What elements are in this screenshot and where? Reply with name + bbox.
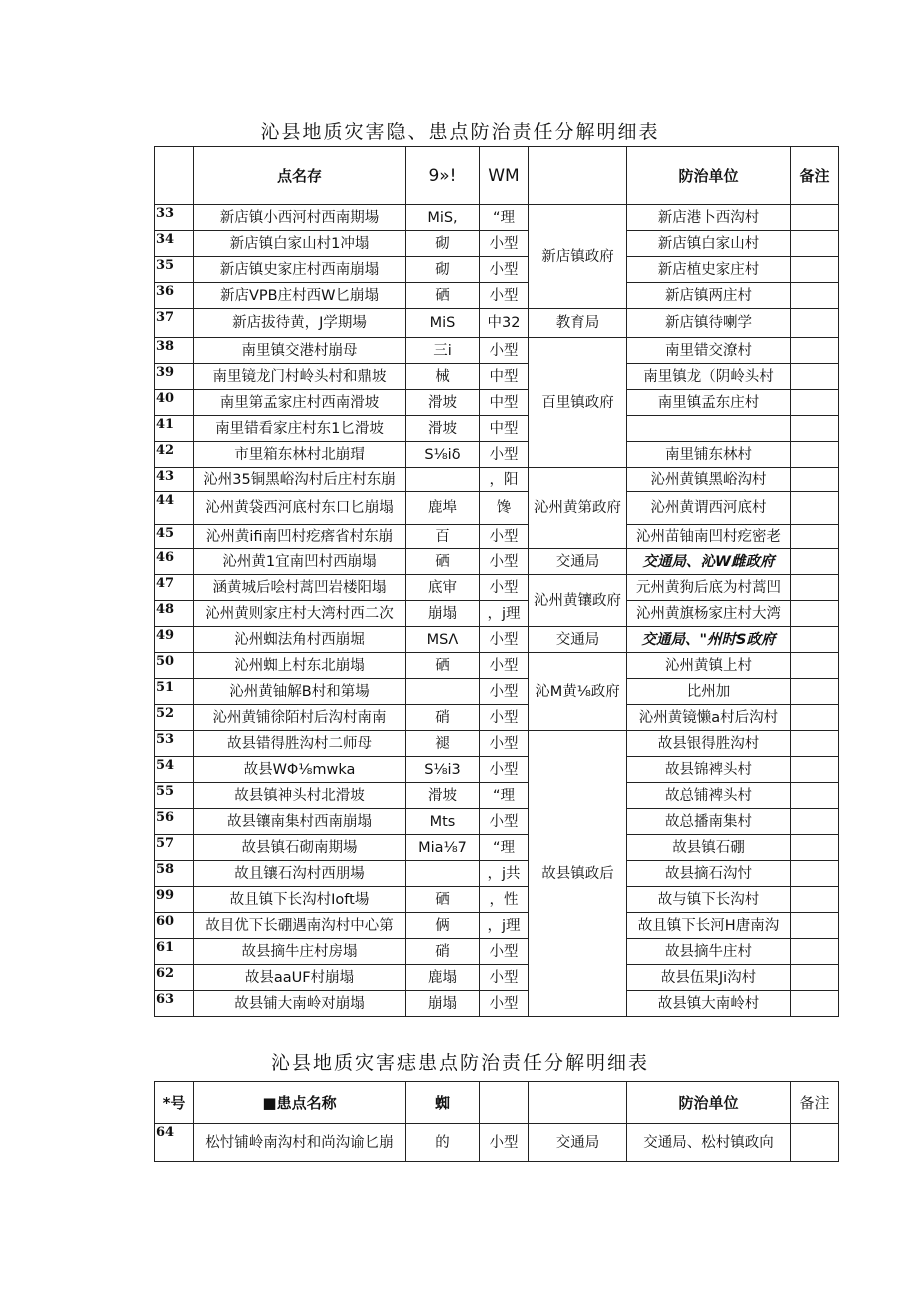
hazard-type: 俩 [406, 913, 480, 939]
hazard-point-name: 故县镶南集村西南崩塌 [194, 809, 406, 835]
hazard-type: 硝 [406, 705, 480, 731]
remark [791, 416, 839, 442]
row-number: 38 [155, 338, 194, 364]
hazard-type: 砌 [406, 231, 480, 257]
hazard-point-name: 新店镇史家庄村西南崩塌 [194, 257, 406, 283]
header-cell-gov [529, 1082, 627, 1124]
table-row [155, 468, 839, 492]
prevention-unit: 新店镇白家山村 [627, 231, 791, 257]
row-number: 53 [155, 731, 194, 757]
hazard-type [406, 861, 480, 887]
table-row [155, 783, 839, 809]
remark [791, 231, 839, 257]
table-row [155, 492, 839, 525]
hazard-scale: 小型 [480, 627, 529, 653]
hazard-scale: 小型 [480, 1124, 529, 1162]
table-row [155, 679, 839, 705]
hazard-scale: 小型 [480, 653, 529, 679]
table-row [155, 861, 839, 887]
row-number: 49 [155, 627, 194, 653]
hazard-point-name: 故目优下长硼遇南沟村中心第 [194, 913, 406, 939]
hazard-type: Mts [406, 809, 480, 835]
hazard-point-name: 故县WΦ⅛mwka [194, 757, 406, 783]
remark [791, 525, 839, 549]
hazard-point-name: 南里第孟家庄村西南滑坡 [194, 390, 406, 416]
header-cell-scale [480, 1082, 529, 1124]
prevention-unit: 沁州黄旗杨家庄村大湾 [627, 601, 791, 627]
row-number: 35 [155, 257, 194, 283]
table-row [155, 575, 839, 601]
row-number: 39 [155, 364, 194, 390]
table-row [155, 442, 839, 468]
table-row [155, 390, 839, 416]
row-number: 60 [155, 913, 194, 939]
remark [791, 442, 839, 468]
remark [791, 705, 839, 731]
prevention-unit: 故县镇大南岭村 [627, 991, 791, 1017]
responsible-government: 沁州黄第政府 [529, 468, 627, 549]
hazard-type: 褪 [406, 731, 480, 757]
table-row [155, 757, 839, 783]
hazard-type: S⅛i3 [406, 757, 480, 783]
responsible-government: 故县镇政后 [529, 731, 627, 1017]
hazard-point-name: 故县错得胜沟村二师母 [194, 731, 406, 757]
row-number: 37 [155, 309, 194, 338]
row-number: 50 [155, 653, 194, 679]
row-number: 64 [155, 1124, 194, 1162]
table-row [155, 338, 839, 364]
hazard-type: MSΛ [406, 627, 480, 653]
hazard-point-name: 新店拔待黄，J学期場 [194, 309, 406, 338]
page-title-repeat: 沁县地质灾害痣患点防治责任分解明细表 [270, 1052, 649, 1074]
prevention-unit: 比州加 [627, 679, 791, 705]
hazard-point-name: 新店镇小西河村西南期場 [194, 205, 406, 231]
hazard-scale: 小型 [480, 731, 529, 757]
hazard-scale: 小型 [480, 283, 529, 309]
table-row [155, 627, 839, 653]
hazard-type: MiS [406, 309, 480, 338]
hazard-point-name: 沁州蜘法角村西崩堀 [194, 627, 406, 653]
remark [791, 257, 839, 283]
table-row [155, 653, 839, 679]
prevention-unit: 沁州黄镇上村 [627, 653, 791, 679]
hazard-type [406, 468, 480, 492]
hazard-point-name: 沁州黄ifi南凹村疙瘩省村东崩 [194, 525, 406, 549]
prevention-unit: 故与镇下长沟村 [627, 887, 791, 913]
header-cell-scale: WM [480, 147, 529, 205]
prevention-unit: 故总播南集村 [627, 809, 791, 835]
prevention-unit: 南里错交潦村 [627, 338, 791, 364]
prevention-unit: 新店镇待喇学 [627, 309, 791, 338]
remark [791, 965, 839, 991]
hazard-scale: ，j共 [480, 861, 529, 887]
row-number: 52 [155, 705, 194, 731]
table-row [155, 835, 839, 861]
row-number: 61 [155, 939, 194, 965]
hazard-type: MiS, [406, 205, 480, 231]
prevention-unit: 元州黄狗后底为村蒿凹 [627, 575, 791, 601]
remark [791, 205, 839, 231]
hazard-scale: 小型 [480, 965, 529, 991]
table-row [155, 991, 839, 1017]
row-number: 40 [155, 390, 194, 416]
table-row [155, 939, 839, 965]
responsible-government: 交通局 [529, 1124, 627, 1162]
hazard-type: 滑坡 [406, 783, 480, 809]
prevention-unit: 新店港卜西沟村 [627, 205, 791, 231]
hazard-point-name: 涵黄城后哙村蒿凹岩楼阳塌 [194, 575, 406, 601]
table-row [155, 809, 839, 835]
row-number: 63 [155, 991, 194, 1017]
responsible-government: 沁M黄⅛政府 [529, 653, 627, 731]
remark [791, 887, 839, 913]
responsible-government: 交通局 [529, 627, 627, 653]
hazard-scale: 小型 [480, 525, 529, 549]
hazard-scale: “理 [480, 835, 529, 861]
remark [791, 653, 839, 679]
prevention-unit: 南里镇龙（阴岭头村 [627, 364, 791, 390]
hazard-point-name: 市里箱东林村北崩瑁 [194, 442, 406, 468]
table-row [155, 731, 839, 757]
table-row [155, 549, 839, 575]
remark [791, 338, 839, 364]
row-number: 34 [155, 231, 194, 257]
hazard-type: 崩塌 [406, 991, 480, 1017]
header-cell-type: 9»! [406, 147, 480, 205]
hazard-scale: 小型 [480, 575, 529, 601]
table-row [155, 283, 839, 309]
hazard-scale: 小型 [480, 991, 529, 1017]
row-number: 42 [155, 442, 194, 468]
prevention-unit: 故县银得胜沟村 [627, 731, 791, 757]
hazard-type: 硒 [406, 887, 480, 913]
remark [791, 601, 839, 627]
prevention-unit: 南里铺东林村 [627, 442, 791, 468]
prevention-unit: 故县伍果Ji沟村 [627, 965, 791, 991]
remark [791, 861, 839, 887]
hazard-scale: “理 [480, 205, 529, 231]
remark [791, 809, 839, 835]
hazard-type: 底审 [406, 575, 480, 601]
hazard-type: 崩塌 [406, 601, 480, 627]
remark [791, 913, 839, 939]
row-number: 51 [155, 679, 194, 705]
hazard-point-name: 故县镇石砌南期場 [194, 835, 406, 861]
row-number: 54 [155, 757, 194, 783]
hazard-scale: 中型 [480, 390, 529, 416]
table-row [155, 364, 839, 390]
table-row [155, 525, 839, 549]
hazard-point-name: 沁州黄则家庄村大湾村西二次 [194, 601, 406, 627]
remark [791, 783, 839, 809]
header-cell-remark: 备注 [791, 147, 839, 205]
hazard-type: Mia⅛7 [406, 835, 480, 861]
table-row [155, 913, 839, 939]
row-number: 99 [155, 887, 194, 913]
row-number: 56 [155, 809, 194, 835]
header-cell-name: 点名存 [194, 147, 406, 205]
remark [791, 309, 839, 338]
hazard-scale: 小型 [480, 231, 529, 257]
prevention-unit: 故县锦裨头村 [627, 757, 791, 783]
hazard-point-name: 南里镜龙门村岭头村和鼎坡 [194, 364, 406, 390]
hazard-scale: 中32 [480, 309, 529, 338]
header-cell-name: ■患点名称 [194, 1082, 406, 1124]
header-cell-no: *号 [155, 1082, 194, 1124]
prevention-unit: 故县摘牛庄村 [627, 939, 791, 965]
hazard-type: S⅛iδ [406, 442, 480, 468]
prevention-unit: 故总铺裨头村 [627, 783, 791, 809]
row-number: 58 [155, 861, 194, 887]
hazard-point-name: 南里错看家庄村东1匕滑坡 [194, 416, 406, 442]
prevention-unit: 交通局、松村镇政向 [627, 1124, 791, 1162]
row-number: 55 [155, 783, 194, 809]
hazard-point-name: 故县镇神头村北滑坡 [194, 783, 406, 809]
remark [791, 575, 839, 601]
row-number: 47 [155, 575, 194, 601]
prevention-unit: 南里镇孟东庄村 [627, 390, 791, 416]
header-cell-type: 蜘 [406, 1082, 480, 1124]
hazard-type: 砌 [406, 257, 480, 283]
row-number: 57 [155, 835, 194, 861]
row-number: 48 [155, 601, 194, 627]
remark [791, 991, 839, 1017]
prevention-unit: 交通局、"州时S政府 [627, 627, 791, 653]
responsible-government: 交通局 [529, 549, 627, 575]
table-row [155, 205, 839, 231]
header-cell-gov [529, 147, 627, 205]
hazard-point-name: 故县铺大南岭对崩塌 [194, 991, 406, 1017]
remark [791, 492, 839, 525]
row-number: 45 [155, 525, 194, 549]
table-row [155, 257, 839, 283]
hazard-scale: 小型 [480, 442, 529, 468]
prevention-unit: 故县摘石沟忖 [627, 861, 791, 887]
row-number: 43 [155, 468, 194, 492]
hazard-point-name: 故县摘牛庄村房塌 [194, 939, 406, 965]
hazard-scale: 中型 [480, 416, 529, 442]
hazard-type: 鹿埠 [406, 492, 480, 525]
hazard-type: 的 [406, 1124, 480, 1162]
table-row [155, 705, 839, 731]
remark [791, 283, 839, 309]
hazard-scale: ，性 [480, 887, 529, 913]
table-header-row [155, 147, 839, 205]
remark [791, 731, 839, 757]
remark [791, 364, 839, 390]
hazard-scale: 小型 [480, 939, 529, 965]
responsible-government: 沁州黄镶政府 [529, 575, 627, 627]
hazard-point-name: 南里镇交港村崩母 [194, 338, 406, 364]
prevention-unit: 新店植史家庄村 [627, 257, 791, 283]
hazard-scale: ，j理 [480, 913, 529, 939]
hazard-type: 硒 [406, 653, 480, 679]
hazard-type [406, 679, 480, 705]
hazard-point-name: 沁州黄铀解B村和第場 [194, 679, 406, 705]
hazard-scale: ，j理 [480, 601, 529, 627]
header-cell-no [155, 147, 194, 205]
prevention-unit: 沁州苗铀南凹村疙密老 [627, 525, 791, 549]
hazard-point-name: 故县aaUF村崩塌 [194, 965, 406, 991]
remark [791, 835, 839, 861]
hazard-type: 械 [406, 364, 480, 390]
hazard-scale: 小型 [480, 809, 529, 835]
hazard-scale: 馋 [480, 492, 529, 525]
page-title: 沁县地质灾害隐、患点防治责任分解明细表 [260, 121, 660, 143]
prevention-unit: 新店镇两庄村 [627, 283, 791, 309]
header-cell-unit: 防治单位 [627, 147, 791, 205]
row-number: 36 [155, 283, 194, 309]
table-header-row [155, 1082, 839, 1124]
hazard-point-name: 松忖铺岭南沟村和尚沟谕匕崩 [194, 1124, 406, 1162]
hazard-type: 鹿塌 [406, 965, 480, 991]
hazard-scale: 小型 [480, 705, 529, 731]
remark [791, 757, 839, 783]
header-cell-remark: 备注 [791, 1082, 839, 1124]
hazard-type: 三i [406, 338, 480, 364]
hazard-point-name: 沁州黄1宜南凹村西崩塌 [194, 549, 406, 575]
hazard-point-name: 故且镶石沟村西朋場 [194, 861, 406, 887]
hazard-scale: 小型 [480, 757, 529, 783]
responsible-government: 教育局 [529, 309, 627, 338]
prevention-unit: 故县镇石硼 [627, 835, 791, 861]
row-number: 44 [155, 492, 194, 525]
hazard-point-name: 沁州黄袋西河底村东口匕崩塌 [194, 492, 406, 525]
header-cell-unit: 防治单位 [627, 1082, 791, 1124]
hazard-point-name: 沁州蜘上村东北崩塌 [194, 653, 406, 679]
table-row [155, 965, 839, 991]
hazard-scale: ，阳 [480, 468, 529, 492]
hazard-type: 硒 [406, 283, 480, 309]
hazard-scale: 小型 [480, 679, 529, 705]
hazard-type: 滑坡 [406, 416, 480, 442]
table-row [155, 416, 839, 442]
hazard-point-name: 故且镇下长沟村Ioft場 [194, 887, 406, 913]
responsibility-table [154, 146, 839, 1017]
hazard-point-name: 沁州35铜黑峪沟村后庄村东崩 [194, 468, 406, 492]
hazard-type: 硝 [406, 939, 480, 965]
hazard-point-name: 新店镇白家山村1冲塌 [194, 231, 406, 257]
row-number: 41 [155, 416, 194, 442]
remark [791, 627, 839, 653]
remark [791, 1124, 839, 1162]
hazard-point-name: 新店VPB庄村西W匕崩塌 [194, 283, 406, 309]
responsibility-table-continued [154, 1081, 839, 1162]
responsible-government: 百里镇政府 [529, 338, 627, 468]
table-row [155, 601, 839, 627]
hazard-scale: 中型 [480, 364, 529, 390]
remark [791, 679, 839, 705]
row-number: 62 [155, 965, 194, 991]
hazard-scale: 小型 [480, 257, 529, 283]
prevention-unit: 沁州黄镜懒a村后沟村 [627, 705, 791, 731]
table-row [155, 231, 839, 257]
hazard-scale: 小型 [480, 549, 529, 575]
remark [791, 939, 839, 965]
table-row [155, 309, 839, 338]
prevention-unit: 故且镇下长河H唐南沟 [627, 913, 791, 939]
hazard-type: 滑坡 [406, 390, 480, 416]
hazard-type: 百 [406, 525, 480, 549]
hazard-scale: 小型 [480, 338, 529, 364]
prevention-unit: 交通局、沁W雌政府 [627, 549, 791, 575]
table-row [155, 1124, 839, 1162]
row-number: 33 [155, 205, 194, 231]
prevention-unit [627, 416, 791, 442]
hazard-scale: “理 [480, 783, 529, 809]
responsible-government: 新店镇政府 [529, 205, 627, 309]
remark [791, 468, 839, 492]
prevention-unit: 沁州黄镇黑峪沟村 [627, 468, 791, 492]
hazard-point-name: 沁州黄铺徐陌村后沟村南南 [194, 705, 406, 731]
table-row [155, 887, 839, 913]
remark [791, 549, 839, 575]
remark [791, 390, 839, 416]
prevention-unit: 沁州黄谓西河底村 [627, 492, 791, 525]
row-number: 46 [155, 549, 194, 575]
hazard-type: 硒 [406, 549, 480, 575]
